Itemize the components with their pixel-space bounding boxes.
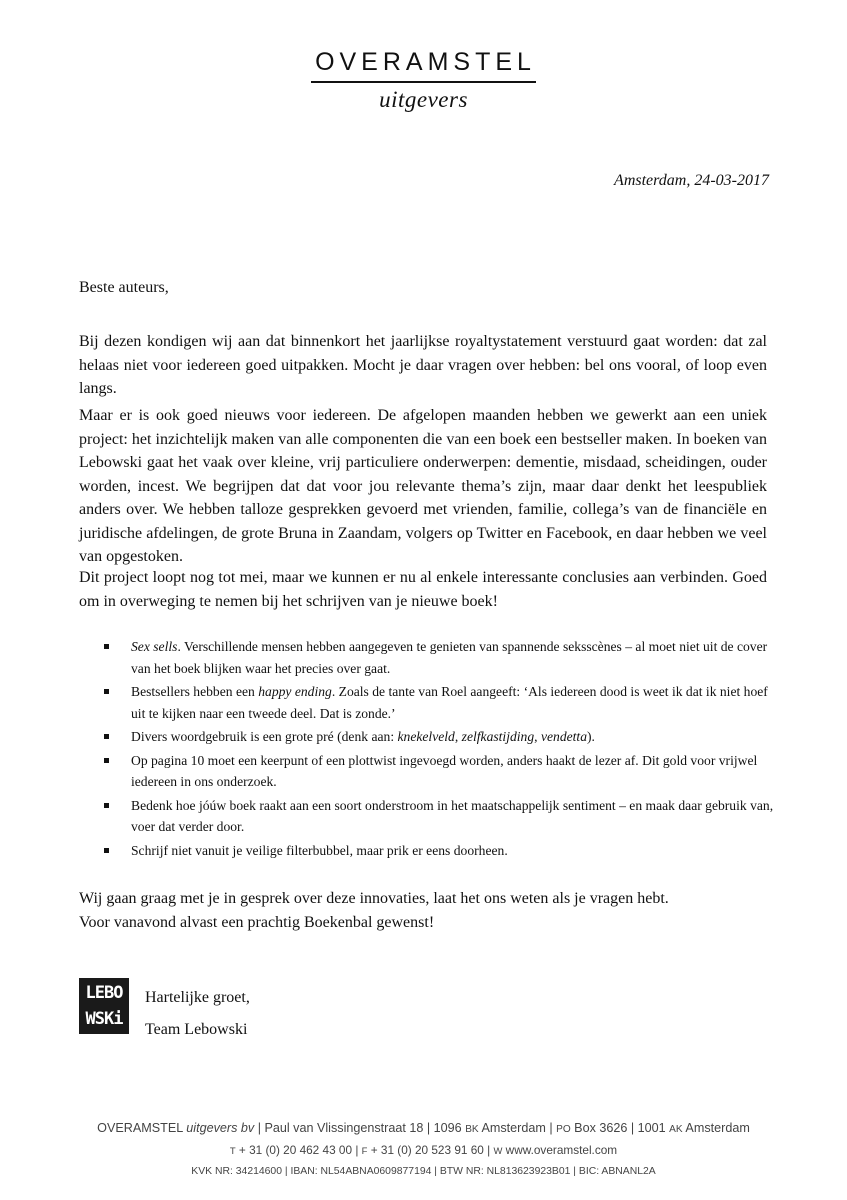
list-item: Bedenk hoe jóúw boek raakt aan een soort onderstroom in het maatschappelijk sentiment – en maak daar gebruik van, voer dat verder door.	[104, 795, 776, 838]
signer-name: Team Lebowski	[145, 1021, 248, 1038]
conclusions-list	[104, 636, 776, 863]
bullet-square-icon	[104, 758, 109, 763]
bullet-square-icon	[104, 644, 109, 649]
bullet-square-icon	[104, 803, 109, 808]
closing-line: Wij gaan graag met je in gesprek over deze innovaties, laat het ons weten als je vragen hebt.	[79, 890, 669, 907]
paragraph-royalty: Bij dezen kondigen wij aan dat binnenkort het jaarlijkse royaltystatement verstuurd gaat worden: dat zal helaas niet voor iedereen goed uitpakken. Mocht je daar vragen over hebben: bel ons vooral, of loop even langs.	[79, 333, 767, 397]
footer-address: OVERAMSTEL uitgevers bv | Paul van Vlissingenstraat 18 | 1096 BK Amsterdam | PO Box 3626 | 1001 AK Amsterdam	[97, 1121, 750, 1135]
closing-line: Voor vanavond alvast een prachtig Boekenbal gewenst!	[79, 913, 435, 931]
list-item: Bestsellers hebben een happy ending. Zoals de tante van Roel aangeeft: ‘Als iedereen dood is weet ik dat ik niet hoef uit te kijken naar een tweede deel. Dat is zonde.’	[104, 681, 776, 724]
letter-date: Amsterdam, 24-03-2017	[614, 172, 769, 189]
bullet-square-icon	[104, 848, 109, 853]
brand-logo: OVERAMSTEL	[311, 48, 536, 83]
closing-paragraph	[79, 887, 767, 934]
greeting: Hartelijke groet,	[145, 989, 250, 1006]
signature-block	[145, 982, 250, 1046]
salutation: Beste auteurs,	[79, 279, 169, 296]
footer-contact: T + 31 (0) 20 462 43 00 | F + 31 (0) 20 523 91 60 | W www.overamstel.com	[229, 1143, 618, 1157]
paragraph-project: Maar er is ook goed nieuws voor iedereen. De afgelopen maanden hebben we gewerkt aan een uniek project: het inzichtelijk maken van alle componenten die van een boek een bestseller maken. In boeken van Lebowski gaat het vaak over kleine, vrij particuliere onderwerpen: dementie, misdaad, scheidingen, ouder worden, incest. We begrijpen dat dat voor jou relevante thema’s zijn, maar daar denkt het leespubliek anders over. We hebben talloze gesprekken gevoerd met vrienden, familie, collega’s van de financiële en juridische afdelingen, de grote Bruna in Zaandam, volgers op Twitter en Facebook, en daar hebben we veel van opgestoken.	[79, 407, 767, 565]
footer	[0, 1118, 847, 1182]
list-item: Op pagina 10 moet een keerpunt of een plottwist ingevoegd worden, anders haakt de lezer af. Dit gold voor vrijwel iedereen in ons onderzoek.	[104, 750, 776, 793]
list-item: Divers woordgebruik is een grote pré (denk aan: knekelveld, zelfkastijding, vendetta).	[104, 726, 776, 748]
bullet-square-icon	[104, 689, 109, 694]
lebowski-logo: LEBO WSKi	[79, 978, 129, 1034]
list-item: Schrijf niet vanuit je veilige filterbubbel, maar prik er eens doorheen.	[104, 840, 776, 862]
letterhead	[0, 48, 847, 113]
website-link: www.overamstel.com	[502, 1143, 618, 1157]
bullet-square-icon	[104, 734, 109, 739]
footer-registry: KVK NR: 34214600 | IBAN: NL54ABNA0609877194 | BTW NR: NL813623923B01 | BIC: ABNANL2A	[191, 1166, 656, 1177]
brand-subtitle: uitgevers	[379, 87, 468, 112]
list-item: Sex sells. Verschillende mensen hebben aangegeven te genieten van spannende seksscènes – al moet niet uit de cover van het boek blijken waar het precies over gaat.	[104, 636, 776, 679]
paragraph-conclusions: Dit project loopt nog tot mei, maar we kunnen er nu al enkele interessante conclusies aan verbinden. Goed om in overweging te nemen bij het schrijven van je nieuwe boek!	[79, 569, 767, 610]
